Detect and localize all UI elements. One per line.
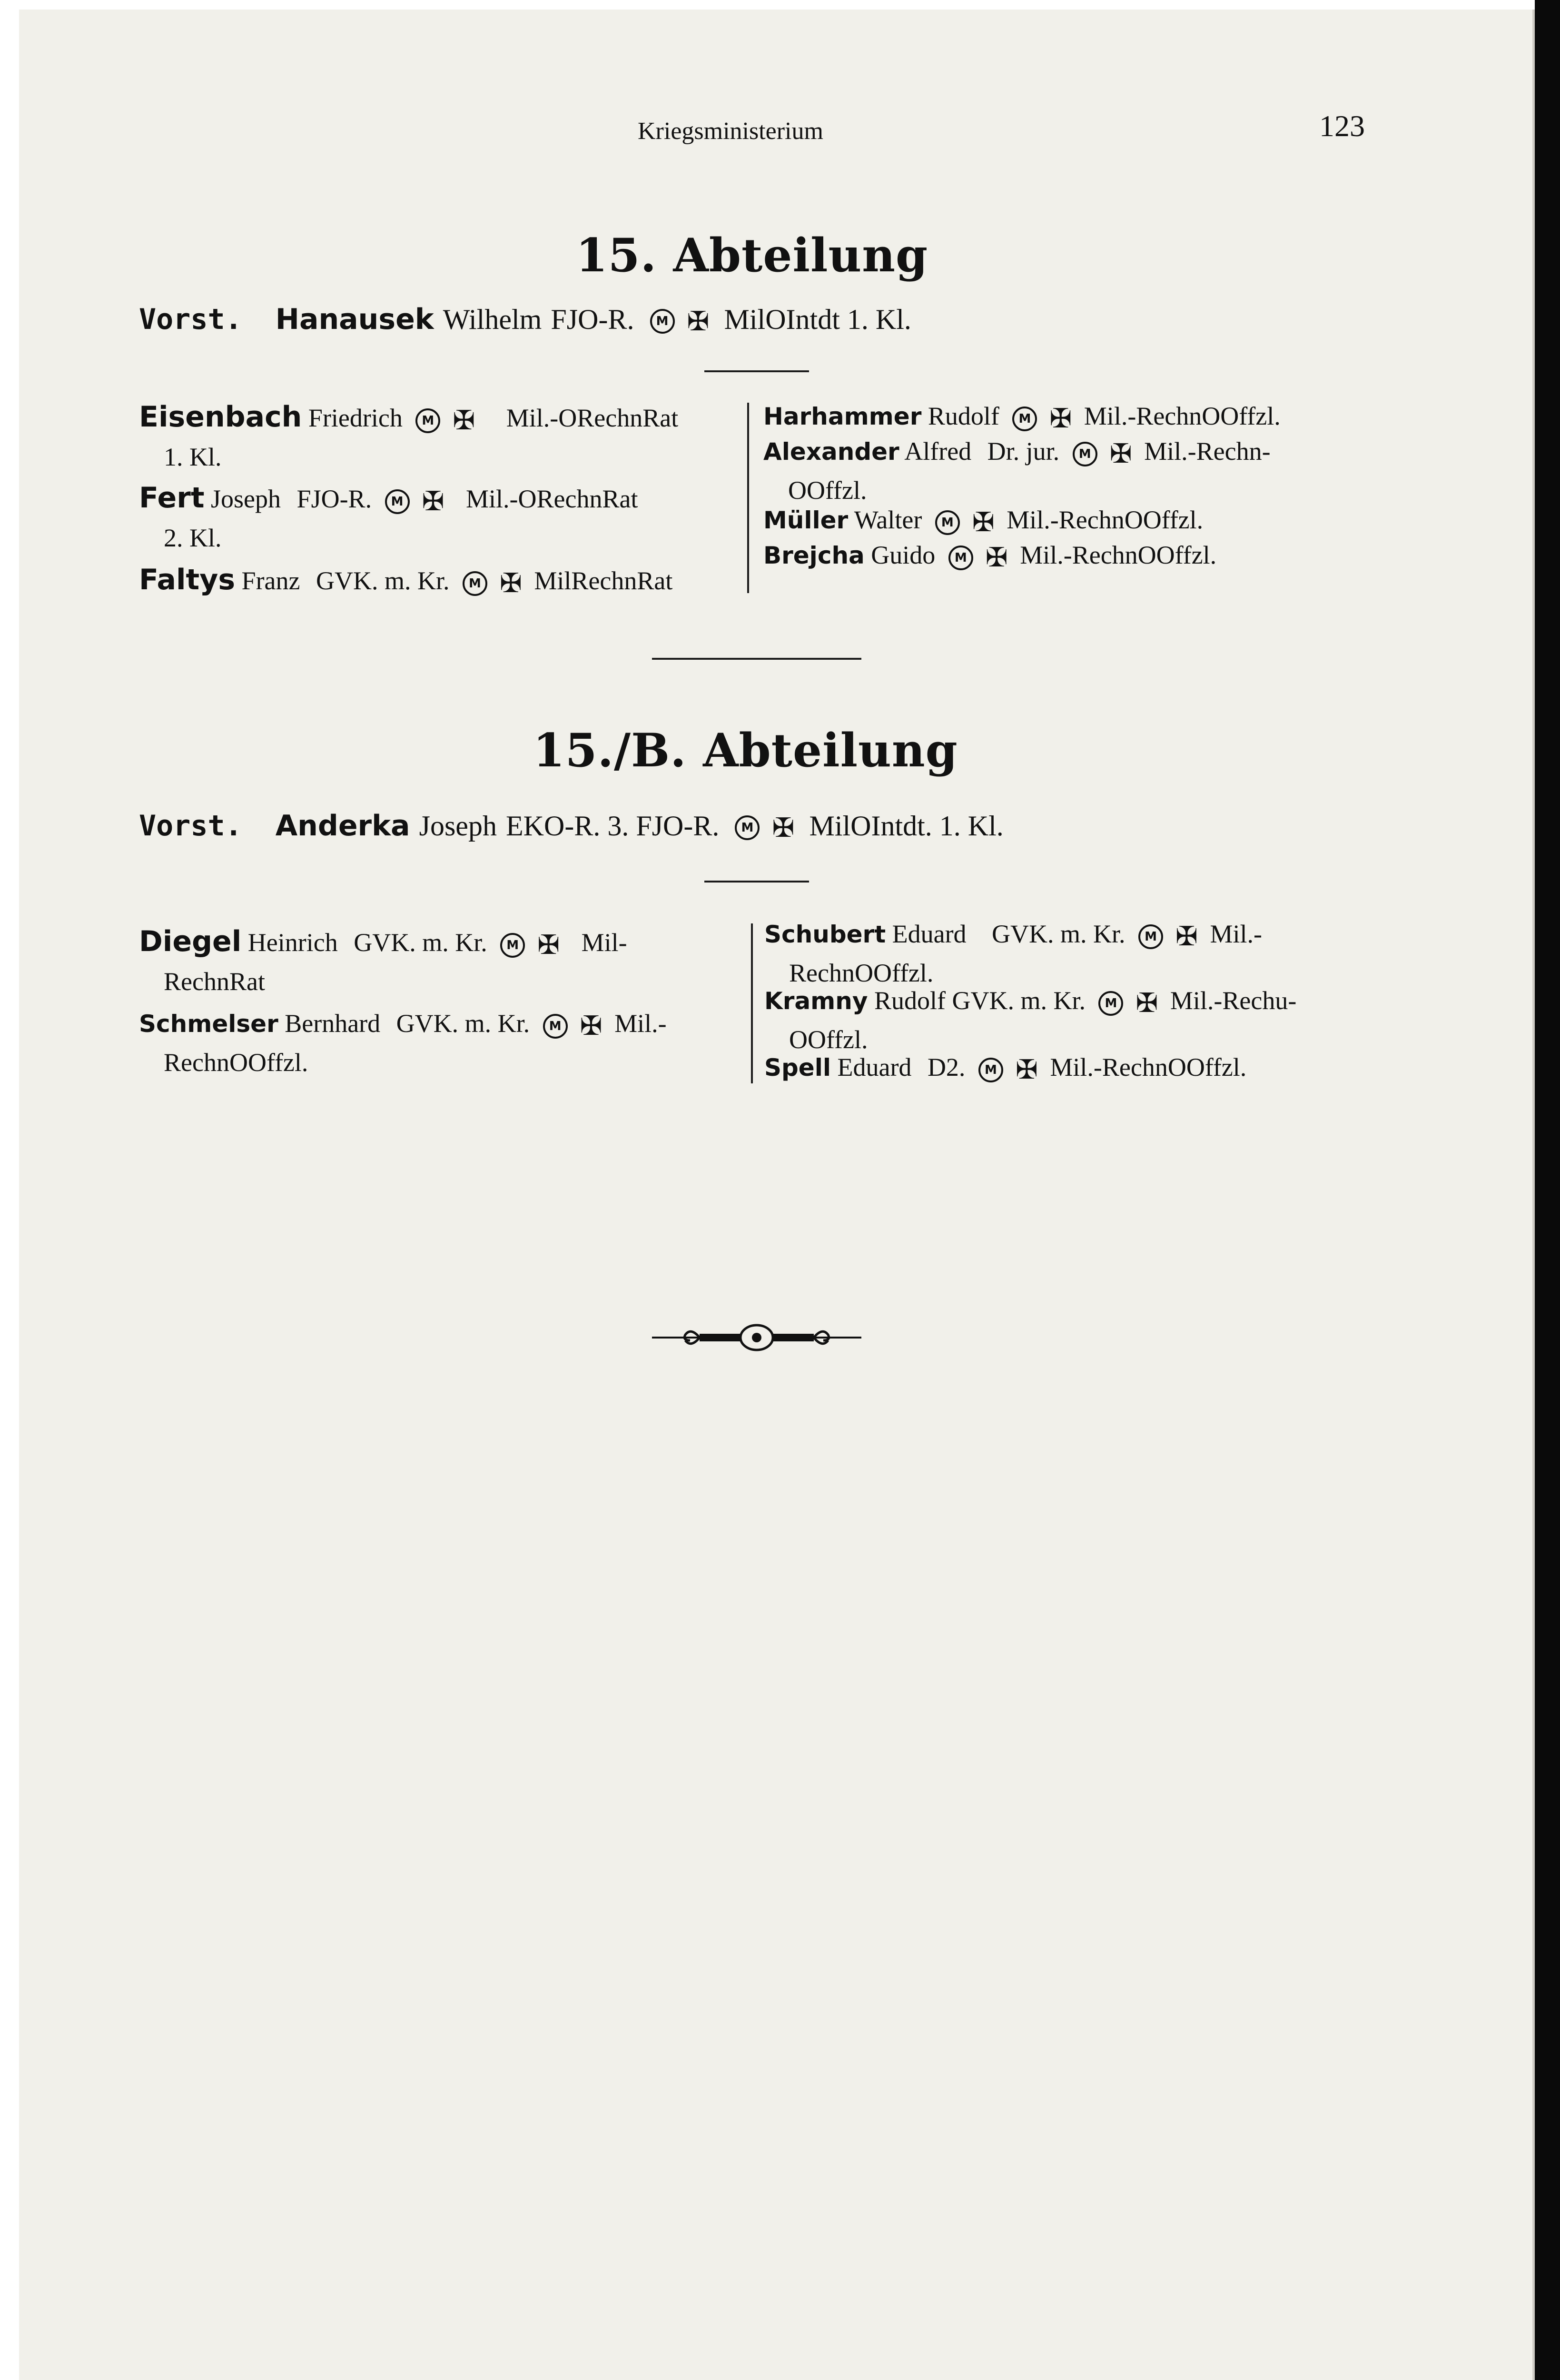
entry-surname: Eisenbach — [139, 400, 302, 434]
entry-surname: Brejcha — [763, 542, 865, 569]
medal-m-icon: M — [1073, 442, 1097, 466]
section-title: 15./B. Abteilung — [533, 724, 958, 777]
medal-m-icon: M — [735, 815, 760, 840]
entry-surname: Alexander — [763, 438, 899, 466]
entry-rank: Mil.- — [614, 1009, 667, 1038]
medal-m-icon: M — [1098, 991, 1123, 1016]
entry-order: GVK. m. Kr. — [992, 920, 1126, 948]
vorst-label: Vorst. — [139, 809, 242, 843]
cross-icon: ✠ — [537, 929, 560, 961]
entry-surname: Schmelser — [139, 1010, 278, 1038]
cross-icon: ✠ — [687, 306, 710, 337]
entry-rank: Mil.-RechnOOffzl. — [1020, 541, 1217, 569]
list-item — [763, 502, 1377, 541]
list-item — [763, 433, 1377, 508]
medal-m-icon: M — [978, 1058, 1003, 1082]
medal-m-icon: M — [415, 408, 440, 433]
entry-order: FJO-R. — [296, 485, 372, 513]
cross-icon: ✠ — [1015, 1054, 1038, 1085]
head-surname: Anderka — [275, 809, 410, 843]
entry-order: GVK. m. Kr. — [316, 566, 450, 595]
entry-surname: Schubert — [764, 921, 886, 948]
entry-continuation: RechnOOffzl. — [164, 1048, 308, 1077]
entry-given-name: Bernhard — [285, 1009, 381, 1038]
entry-continuation: RechnOOffzl. — [789, 958, 934, 987]
entry-rank: Mil.-RechnOOffzl. — [1084, 402, 1281, 430]
entry-title: Dr. jur. — [987, 437, 1060, 466]
entry-surname: Kramny — [764, 987, 868, 1015]
cross-icon: ✠ — [972, 506, 995, 538]
entry-continuation: OOffzl. — [788, 476, 867, 505]
medal-m-icon: M — [1138, 924, 1163, 949]
medal-m-icon: M — [463, 571, 487, 596]
medal-m-icon: M — [543, 1014, 568, 1039]
entry-surname: Müller — [763, 506, 849, 534]
entry-given-name: Franz — [241, 566, 300, 595]
list-item — [139, 562, 743, 602]
cross-icon: ✠ — [985, 542, 1008, 573]
entry-continuation: 2. Kl. — [164, 523, 222, 552]
list-item — [139, 923, 748, 1000]
entry-given-name: Rudolf — [928, 402, 999, 430]
medal-m-icon: M — [948, 545, 973, 570]
entry-rank: Mil.-Rechu- — [1170, 986, 1297, 1015]
cross-icon: ✠ — [580, 1010, 602, 1041]
head-surname: Hanausek — [275, 303, 434, 336]
entry-surname: Diegel — [139, 925, 242, 958]
entry-rank: Mil.-RechnOOffzl. — [1050, 1053, 1247, 1081]
entry-surname: Harhammer — [763, 403, 922, 430]
entry-continuation: OOffzl. — [789, 1025, 868, 1054]
short-rule — [704, 370, 809, 372]
entry-rank: Mil.-Rechn- — [1144, 437, 1271, 466]
entry-rank: MilRechnRat — [534, 566, 673, 595]
entry-rank: Mil.-RechnOOffzl. — [1007, 506, 1204, 534]
head-order: EKO-R. 3. FJO-R. — [506, 810, 720, 842]
medal-m-icon: M — [1012, 407, 1037, 431]
cross-icon: ✠ — [1109, 438, 1132, 469]
section-divider — [652, 658, 861, 660]
entry-continuation: 1. Kl. — [164, 442, 222, 471]
cross-icon: ✠ — [1175, 921, 1198, 952]
entry-given-name: Alfred — [904, 437, 972, 466]
entry-given-name: Rudolf — [874, 986, 946, 1015]
list-item — [763, 537, 1377, 576]
entry-given-name: Joseph — [211, 485, 281, 513]
column-divider — [751, 923, 753, 1083]
cross-icon: ✠ — [453, 405, 475, 436]
running-head: Kriegsministerium — [638, 118, 823, 145]
entry-rank: Mil.-ORechnRat — [506, 404, 679, 432]
entry-given-name: Walter — [854, 506, 922, 534]
entry-surname: Fert — [139, 481, 205, 515]
section-head-line — [139, 809, 1004, 843]
short-rule — [704, 881, 809, 883]
list-item — [764, 1049, 1378, 1088]
entry-given-name: Eduard — [837, 1053, 912, 1081]
book-page — [19, 10, 1536, 2380]
entry-surname: Spell — [764, 1054, 831, 1081]
entry-rank: Mil.-ORechnRat — [466, 485, 638, 513]
entry-given-name: Eduard — [892, 920, 967, 948]
list-item — [139, 1005, 748, 1081]
entry-rank: Mil- — [581, 928, 627, 957]
closing-ornament — [652, 1319, 861, 1357]
head-given-name: Wilhelm — [443, 304, 542, 335]
medal-m-icon: M — [385, 489, 410, 514]
entry-rank: Mil.- — [1210, 920, 1262, 948]
section-title: 15. Abteilung — [576, 228, 928, 282]
cross-icon: ✠ — [422, 486, 444, 517]
list-item — [764, 916, 1378, 991]
head-given-name: Joseph — [419, 810, 497, 842]
list-item — [763, 398, 1377, 437]
entry-order: GVK. m. Kr. — [952, 986, 1086, 1015]
medal-m-icon: M — [500, 933, 525, 958]
head-order: FJO-R. — [551, 304, 634, 335]
page-number: 123 — [1319, 109, 1365, 143]
cross-icon: ✠ — [772, 812, 795, 843]
head-rank: MilOIntdt 1. Kl. — [724, 304, 911, 335]
entry-surname: Faltys — [139, 563, 236, 596]
section-head-line — [139, 303, 911, 337]
entry-given-name: Friedrich — [308, 404, 403, 432]
entry-given-name: Guido — [871, 541, 936, 569]
medal-m-icon: M — [650, 309, 675, 334]
entry-order: GVK. m. Kr. — [354, 928, 487, 957]
scan-edge — [1535, 0, 1560, 2380]
cross-icon: ✠ — [1049, 403, 1072, 434]
vorst-label: Vorst. — [139, 303, 242, 336]
list-item — [764, 982, 1378, 1058]
cross-icon: ✠ — [1135, 987, 1158, 1019]
cross-icon: ✠ — [499, 567, 522, 599]
medal-m-icon: M — [935, 510, 960, 535]
head-rank: MilOIntdt. 1. Kl. — [809, 810, 1004, 842]
entry-order: GVK. m. Kr. — [396, 1009, 530, 1038]
list-item — [139, 480, 743, 556]
entry-continuation: RechnRat — [164, 967, 265, 996]
column-divider — [747, 403, 749, 593]
entry-given-name: Heinrich — [247, 928, 338, 957]
entry-order: D2. — [927, 1053, 966, 1081]
list-item — [139, 399, 743, 475]
